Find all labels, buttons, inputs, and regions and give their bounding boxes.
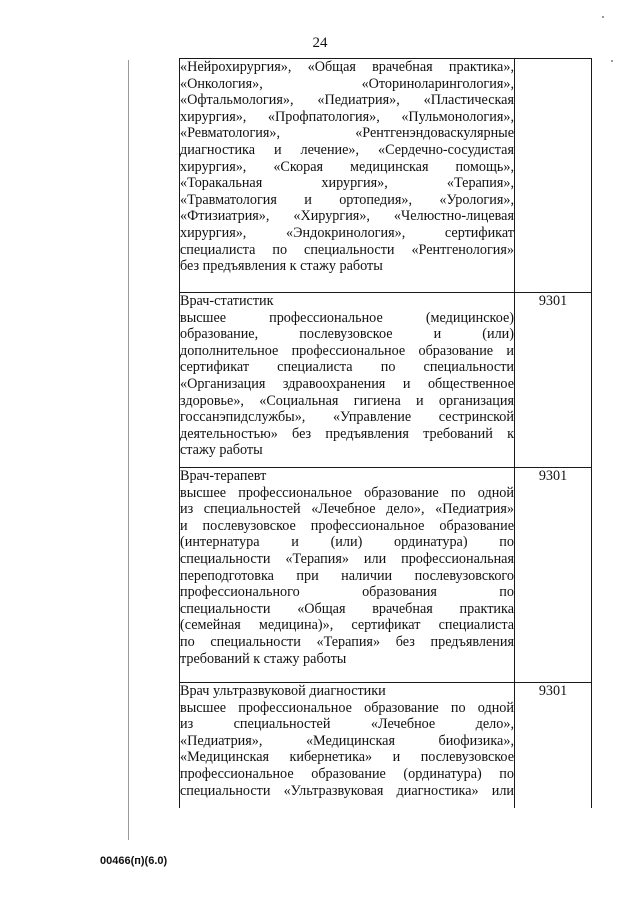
text-line: хирургия», «Скорая медицинская помощь», — [180, 158, 514, 175]
position-title: Врач-статистик — [180, 293, 274, 309]
text-line: «Травматология и ортопедия», «Урология», — [180, 191, 514, 208]
text-line: диагностика и лечение», «Сердечно-сосудистая — [180, 141, 514, 158]
text-line: и послевузовское профессиональное образование — [180, 517, 514, 534]
text-line: специальности «Общая врачебная практика — [180, 600, 514, 617]
table-row — [180, 468, 592, 683]
page-number: 24 — [312, 35, 328, 51]
text-line: из специальностей «Лечебное дело», — [180, 716, 514, 733]
text-line: «Офтальмология», «Педиатрия», «Пластическая — [180, 92, 514, 109]
text-line: «Ревматология», «Рентгенэндоваскулярные — [180, 125, 514, 142]
table-row — [180, 59, 592, 293]
qualification-table — [179, 58, 592, 808]
code-cell: 9301 — [515, 683, 592, 809]
requirements-cell — [180, 293, 515, 468]
text-line: (семейная медицина)», сертификат специалиста — [180, 617, 514, 634]
text-line: деятельностью» без предъявления требований к — [180, 425, 514, 442]
text-line: из специальностей «Лечебное дело», «Педиатрия» — [180, 501, 514, 518]
text-line: специалиста по специальности «Рентгенология» — [180, 241, 514, 258]
position-title: Врач-терапевт — [180, 468, 267, 484]
text-line: профессионального образования по — [180, 584, 514, 601]
text-line: хирургия», «Эндокринология», сертификат — [180, 224, 514, 241]
text-line: стажу работы — [180, 442, 263, 459]
text-line: (интернатура и (или) ординатура) по — [180, 534, 514, 551]
text-line: высшее профессиональное образование по одной — [180, 484, 514, 501]
text-line: специальности «Терапия» или профессиональная — [180, 550, 514, 567]
scan-speck — [611, 60, 613, 62]
text-line: высшее профессиональное образование по одной — [180, 699, 514, 716]
text-line: профессиональное образование (ординатура) по — [180, 765, 514, 782]
requirements-cell — [180, 468, 515, 683]
text-line: «Фтизиатрия», «Хирургия», «Челюстно-лицевая — [180, 208, 514, 225]
text-line: требований к стажу работы — [180, 650, 347, 667]
text-line: «Нейрохирургия», «Общая врачебная практика», — [180, 59, 514, 75]
text-line: дополнительное профессиональное образование и — [180, 342, 514, 359]
document-code: 00466(п)(6.0) — [100, 855, 168, 867]
table-row — [180, 683, 592, 809]
text-line: высшее профессиональное (медицинское) — [180, 309, 514, 326]
text-line: «Педиатрия», «Медицинская биофизика», — [180, 732, 514, 749]
requirements-cell — [180, 59, 515, 293]
text-line: без предъявления к стажу работы — [180, 258, 383, 275]
table-row — [180, 293, 592, 468]
text-line: «Медицинская кибернетика» и послевузовское — [180, 749, 514, 766]
text-line: хирургия», «Профпатология», «Пульмонология», — [180, 108, 514, 125]
scan-speck — [602, 16, 604, 18]
text-line: «Торакальная хирургия», «Терапия», — [180, 175, 514, 192]
text-line: сертификат специалиста по специальности — [180, 359, 514, 376]
text-line: здоровье», «Социальная гигиена и организация — [180, 392, 514, 409]
text-line: госсанэпидслужбы», «Управление сестринской — [180, 409, 514, 426]
code-cell — [515, 59, 592, 293]
text-line: «Онкология», «Оториноларингология», — [180, 75, 514, 92]
requirements-cell — [180, 683, 515, 809]
text-line: образование, послевузовское и (или) — [180, 326, 514, 343]
code-cell: 9301 — [515, 293, 592, 468]
position-title: Врач ультразвуковой диагностики — [180, 683, 386, 699]
text-line: переподготовка при наличии послевузовского — [180, 567, 514, 584]
text-line: по специальности «Терапия» без предъявления — [180, 633, 514, 650]
code-cell: 9301 — [515, 468, 592, 683]
text-line: «Организация здравоохранения и общественное — [180, 375, 514, 392]
binding-margin-line — [128, 60, 129, 840]
text-line: специальности «Ультразвуковая диагностика» или — [180, 782, 514, 799]
